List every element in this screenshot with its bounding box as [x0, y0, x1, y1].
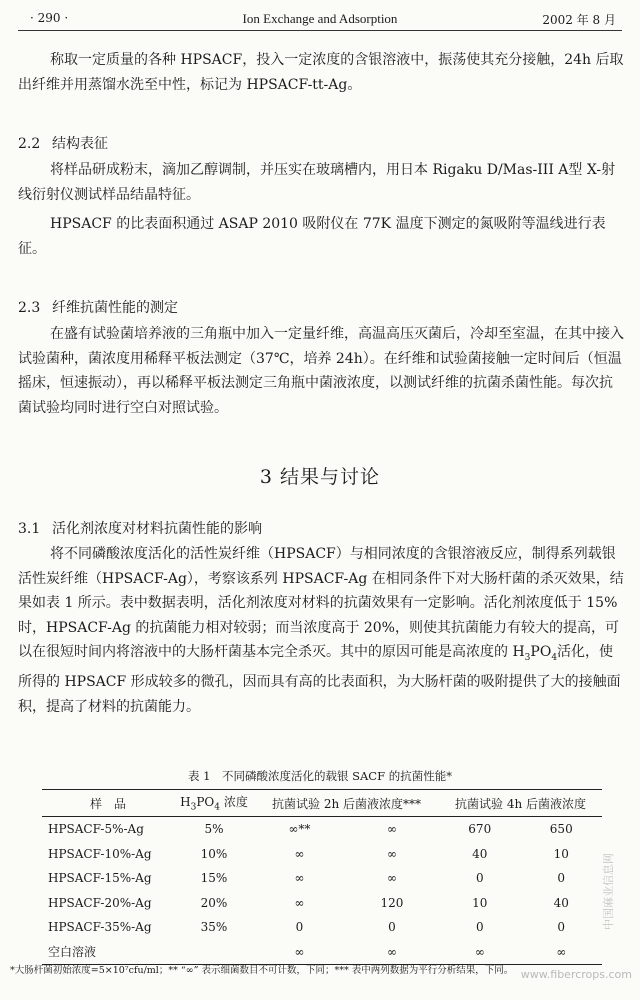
side-watermark: 中国麻业信息网 [602, 853, 615, 930]
table-header-row [42, 790, 602, 817]
results-paragraph: 将不同磷酸浓度活化的活性炭纤维（HPSACF）与相同浓度的含银溶液反应，制得系列载银活性炭纤维（HPSACF-Ag），考察该系列 HPSACF-Ag 在相同条件下对大肠杆菌的杀灭效果，结果如表 1 所示。表中数据表明，活化剂浓度对材料的抗菌效果有一定影响。活化剂浓度低于 15%时，HPSACF-Ag 的抗菌能力相对较弱；而当浓度高于 20%，则使其抗菌能力有较大的提高，可以在很短时间内将溶液中的大肠杆菌基本完全杀灭。其中的原因可能是高浓度的 $H_3PO_4$活化，使所得的 HPSACF 形成较多的微孔，因而具有高的比表面积，为大肠杆菌的吸附提供了大的接触面积，提高了材料的抗菌能力。 [18, 546, 624, 715]
table-row: HPSACF-15%-Ag 15% ∞ ∞ 0 0 [48, 871, 566, 886]
header-test-2h: 抗菌试验 2h 后菌液浓度*** [254, 790, 439, 817]
antibacterial-table [42, 789, 602, 965]
table-row: HPSACF-20%-Ag 20% ∞ 120 10 40 [48, 895, 569, 910]
table-footnote: *大肠杆菌初始浓度=5×10⁷cfu/ml；** “∞” 表示细菌数目不可计数，下同；*** 表中两列数据为平行分析结果，下同。 [10, 965, 514, 976]
table-row: HPSACF-5%-Ag 5% ∞** ∞ 670 650 [48, 822, 573, 837]
intro-paragraph: 称取一定质量的各种 HPSACF，投入一定浓度的含银溶液中，振荡使其充分接触，24h 后取出纤维并用蒸馏水洗至中性，标记为 HPSACF-tt-Ag。 [18, 52, 624, 93]
page-number: · 290 · [30, 11, 69, 25]
section-2-2-heading: 2.2 结构表征 [18, 136, 108, 152]
header-test-4h: 抗菌试验 4h 后菌液浓度 [439, 790, 602, 817]
section-2-3-heading: 2.3 纤维抗菌性能的测定 [18, 300, 178, 316]
table-caption: 表 1 不同磷酸浓度活化的载银 SACF 的抗菌性能* [188, 769, 452, 783]
header-sample: 样 品 [42, 790, 174, 817]
antibacterial-method-paragraph: 在盛有试验菌培养液的三角瓶中加入一定量纤维，高温高压灭菌后，冷却至室温，在其中接入试验菌种，菌浓度用稀释平板法测定（37℃，培养 24h）。在纤维和试验菌接触一定时间后（恒温摇床，恒速振动），再以稀释平板法测定三角瓶中菌液浓度，以测试纤维的抗菌杀菌性能。每次抗菌试验均同时进行空白对照试验。 [18, 326, 624, 416]
table-row: HPSACF-35%-Ag 35% 0 0 0 0 [48, 920, 566, 935]
header-concentration: $H_3PO_4$ 浓度 [174, 790, 254, 817]
site-watermark: www.fibercrops.com [520, 968, 632, 981]
xrd-paragraph: 将样品研成粉末，滴加乙醇调制，并压实在玻璃槽内，用日本 Rigaku D/Mas-III A型 X-射线衍射仪测试样品结晶特征。 [18, 162, 616, 203]
running-header [18, 8, 622, 31]
bet-paragraph: HPSACF 的比表面积通过 ASAP 2010 吸附仪在 77K 温度下测定的氮吸附等温线进行表征。 [18, 216, 606, 257]
table-row: 空白溶液 ∞ ∞ ∞ ∞ [42, 940, 602, 965]
table-row: HPSACF-10%-Ag 10% ∞ ∞ 40 10 [48, 846, 569, 861]
issue-date: 2002 年 8 月 [542, 13, 616, 27]
section-3-1-heading: 3.1 活化剂浓度对材料抗菌性能的影响 [18, 521, 262, 537]
chapter-heading: 3 结果与讨论 [259, 466, 381, 488]
journal-title: Ion Exchange and Adsorption [242, 11, 398, 26]
